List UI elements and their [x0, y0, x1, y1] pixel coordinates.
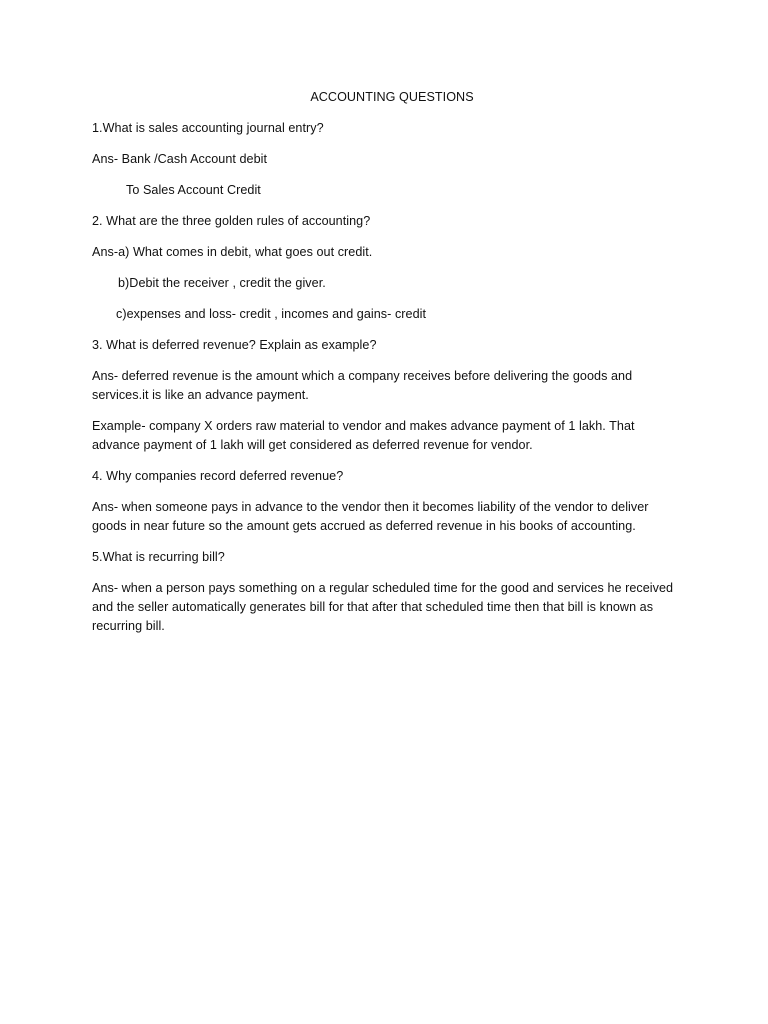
question-5: 5.What is recurring bill?: [92, 550, 225, 564]
question-4: 4. Why companies record deferred revenue?: [92, 469, 344, 483]
question-3: 3. What is deferred revenue? Explain as example?: [92, 338, 377, 352]
answer-1-line-1: Ans- Bank /Cash Account debit: [92, 152, 268, 166]
answer-3-example: Example- company X orders raw material to vendor and makes advance payment of 1 lakh. That advance payment of 1 lakh will get considered as deferred revenue for vendor.: [92, 419, 635, 452]
answer-2-rule-b: b)Debit the receiver , credit the giver.: [118, 276, 326, 290]
document-title: ACCOUNTING QUESTIONS: [310, 90, 474, 104]
answer-4: Ans- when someone pays in advance to the vendor then it becomes liability of the vendor to deliver goods in near future so the amount gets accrued as deferred revenue in his books of accounting.: [92, 500, 649, 533]
answer-2-rule-c: c)expenses and loss- credit , incomes and gains- credit: [116, 307, 427, 321]
question-1: 1.What is sales accounting journal entry?: [92, 121, 324, 135]
answer-3: Ans- deferred revenue is the amount which a company receives before delivering the goods and services.it is like an advance payment.: [92, 369, 633, 402]
answer-2-rule-a: Ans-a) What comes in debit, what goes out credit.: [92, 245, 373, 259]
answer-1-line-2: To Sales Account Credit: [126, 183, 261, 197]
question-2: 2. What are the three golden rules of accounting?: [92, 214, 371, 228]
answer-5: Ans- when a person pays something on a regular scheduled time for the good and services he received and the seller automatically generates bill for that after that scheduled time then that bill is known as recurring bill.: [92, 581, 674, 633]
